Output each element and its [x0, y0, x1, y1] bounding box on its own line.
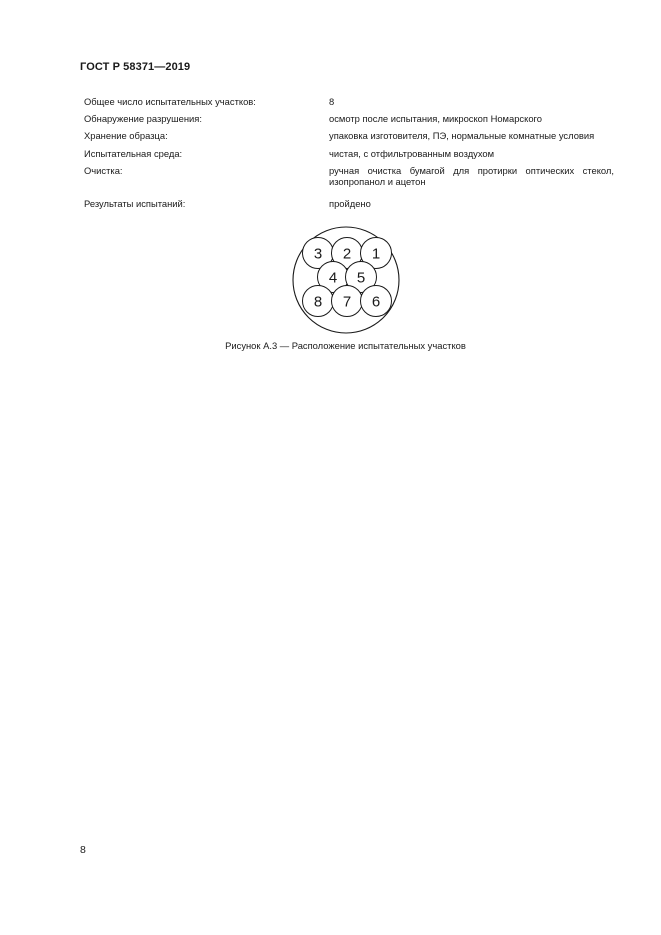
param-row-test-results: [84, 198, 614, 210]
param-row-damage-detection: [84, 113, 614, 125]
param-value: ручная очистка бумагой для протирки оптических стекол, изопропанол и ацетон: [329, 164, 614, 188]
site-label-3: 3: [313, 245, 323, 263]
param-label: Хранение образца:: [84, 130, 168, 142]
site-label-8: 8: [313, 293, 323, 311]
param-row-test-environment: [84, 148, 614, 160]
param-label: Обнаружение разрушения:: [84, 113, 202, 125]
site-label-6: 6: [371, 293, 381, 311]
param-value: пройдено: [329, 197, 371, 209]
site-label-2: 2: [342, 245, 352, 263]
param-label: Испытательная среда:: [84, 147, 183, 159]
page-number: 8: [80, 844, 86, 856]
document-code: ГОСТ Р 58371—2019: [80, 61, 191, 73]
site-label-1: 1: [371, 245, 381, 263]
site-label-5: 5: [356, 269, 366, 287]
site-label-4: 4: [328, 269, 338, 287]
param-value: упаковка изготовителя, ПЭ, нормальные комнатные условия: [329, 130, 595, 142]
figure-caption: Рисунок А.3 — Расположение испытательных участков: [225, 340, 466, 351]
param-row-cleaning: [84, 165, 614, 188]
param-label: Общее число испытательных участков:: [84, 96, 256, 107]
param-value: чистая, с отфильтрованным воздухом: [329, 147, 495, 159]
site-label-7: 7: [342, 293, 352, 311]
param-label: Очистка:: [84, 164, 123, 176]
param-value: 8: [329, 96, 335, 107]
param-row-sites-count: [84, 96, 614, 108]
param-label: Результаты испытаний:: [84, 197, 186, 209]
test-sites-diagram: [292, 226, 400, 334]
test-sites-figure: [292, 226, 400, 334]
param-row-sample-storage: [84, 130, 614, 142]
test-parameters: [84, 96, 614, 215]
param-value: осмотр после испытания, микроскоп Номарского: [329, 113, 542, 125]
